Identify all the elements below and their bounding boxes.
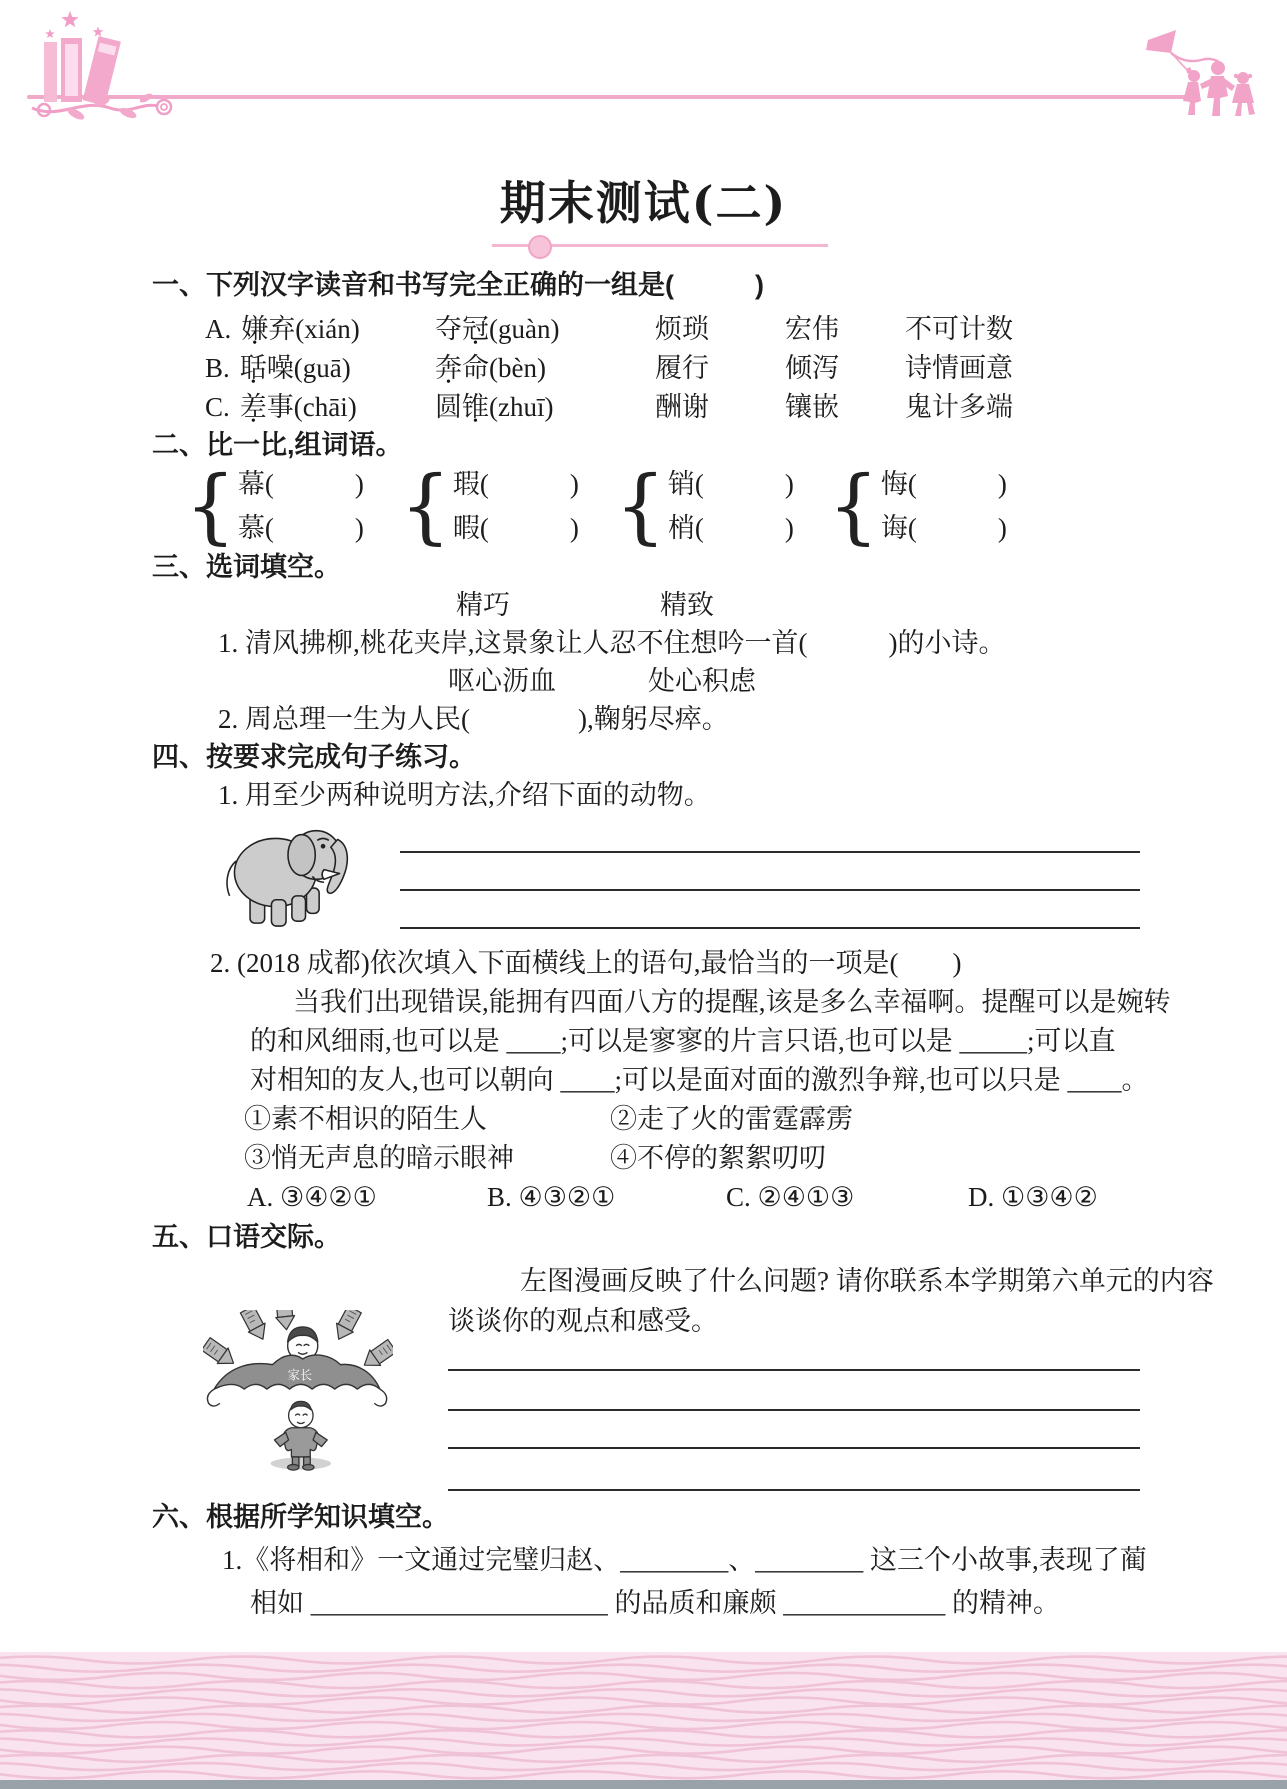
word-item: 镶嵌	[785, 392, 839, 422]
pair-bottom	[238, 506, 364, 550]
brace: {	[615, 458, 666, 553]
word-item	[435, 312, 559, 346]
option-label: B.	[205, 353, 230, 383]
option-label: C.	[205, 392, 230, 422]
section-6-heading: 六、根据所学知识填空。	[152, 1502, 449, 1532]
answer-blank: ( )	[479, 513, 579, 543]
ordering-option: ①素不相识的陌生人	[244, 1104, 487, 1134]
footer-strip	[0, 1780, 1287, 1789]
word-item	[205, 390, 357, 424]
word-bank-item: 处心积虑	[648, 666, 756, 696]
prompt-line-1: 左图漫画反映了什么问题? 请你联系本学期第六单元的内容	[520, 1266, 1214, 1296]
footer-wave-band	[0, 1652, 1287, 1780]
choice-item: D. ①③④②	[968, 1182, 1098, 1212]
pair-column	[881, 462, 1007, 550]
word-rest: 弃(xián)	[268, 314, 360, 344]
word-dotted-char: 锥	[462, 392, 489, 422]
answer-line	[448, 1489, 1140, 1491]
word-item: 诗情画意	[905, 353, 1013, 383]
word-item: 鬼计多端	[905, 392, 1013, 422]
ordering-option: ③悄无声息的暗示眼神	[244, 1143, 514, 1173]
page-title: 期末测试(二)	[499, 176, 788, 230]
brace: {	[400, 458, 451, 553]
pair-column	[668, 462, 794, 550]
word-dotted-char: 奔	[435, 353, 462, 383]
word-dotted-char: 差	[239, 392, 267, 422]
answer-line	[400, 889, 1140, 891]
section-3-heading: 三、选词填空。	[152, 552, 341, 582]
word-pair	[828, 458, 1007, 553]
section-5-heading: 五、口语交际。	[152, 1222, 341, 1252]
choice-item: A. ③④②①	[247, 1182, 377, 1212]
pair-char: 瑕	[452, 469, 480, 499]
books-decoration-icon	[30, 6, 180, 128]
pair-column	[238, 462, 364, 550]
answer-blank: ( )	[694, 469, 794, 499]
pair-column	[453, 462, 579, 550]
pair-char: 诲	[880, 513, 908, 543]
choice-item: C. ②④①③	[726, 1182, 855, 1212]
prompt-line-2: 谈谈你的观点和感受。	[448, 1306, 718, 1336]
word-dotted-char: 冠	[462, 314, 489, 344]
pair-char: 幕	[237, 469, 265, 499]
word-item	[205, 351, 351, 385]
ordering-option: ④不停的絮絮叨叨	[610, 1143, 826, 1173]
question-4-2: 2. (2018 成都)依次填入下面横线上的语句,最恰当的一项是( )	[210, 948, 962, 978]
passage-line-1: 当我们出现错误,能拥有四面八方的提醒,该是多么幸福啊。提醒可以是婉转	[293, 987, 1171, 1017]
option-label: A.	[205, 314, 232, 344]
section-1-heading	[152, 268, 764, 302]
word-pre: 圆	[435, 392, 462, 422]
answer-blank: ( )	[907, 513, 1007, 543]
question-6-1-line-1: 1.《将相和》一文通过完璧归赵、________、________ 这三个小故事,表现了蔺	[222, 1545, 1147, 1575]
word-bank-2	[0, 664, 1287, 704]
answer-line	[448, 1447, 1140, 1449]
word-rest: 命(bèn)	[462, 353, 546, 383]
cartoon-umbrella-label: 家长	[287, 1368, 313, 1383]
word-item	[435, 351, 546, 385]
question-3-2: 2. 周总理一生为人民( ),鞠躬尽瘁。	[218, 704, 729, 734]
pair-char: 悔	[880, 469, 908, 499]
word-dotted-char: 聒	[239, 353, 267, 383]
passage-line-3: 对相知的友人,也可以朝向 ____;可以是面对面的激烈争辩,也可以只是 ____。	[250, 1065, 1149, 1095]
kite-children-icon	[1140, 26, 1265, 118]
answer-blank: ( )	[907, 469, 1007, 499]
option-row-b	[0, 351, 1287, 391]
answer-line	[448, 1409, 1140, 1411]
word-item: 倾泻	[785, 353, 839, 383]
word-item: 不可计数	[905, 314, 1013, 344]
ordering-options-row-1	[0, 1102, 1287, 1142]
pair-char: 梢	[667, 513, 695, 543]
word-item: 履行	[655, 353, 709, 383]
pair-char: 暇	[452, 513, 480, 543]
word-pair-row	[0, 458, 1287, 558]
brace: {	[185, 458, 236, 553]
pair-bottom	[453, 506, 579, 550]
header-rule	[27, 95, 1187, 99]
section-4-heading: 四、按要求完成句子练习。	[152, 742, 476, 772]
section-1-heading-text: 一、下列汉字读音和书写完全正确的一组是	[152, 270, 665, 300]
answer-blank: ( )	[694, 513, 794, 543]
option-row-a	[0, 312, 1287, 352]
section-1-heading-blank: ( )	[665, 270, 764, 300]
pair-char: 销	[667, 469, 695, 499]
question-4-1: 1. 用至少两种说明方法,介绍下面的动物。	[218, 780, 711, 810]
multiple-choice-row	[0, 1180, 1287, 1220]
word-pre: 夺	[435, 314, 462, 344]
answer-blank: ( )	[264, 469, 364, 499]
brace: {	[828, 458, 879, 553]
answer-line	[400, 851, 1140, 853]
word-item: 宏伟	[785, 314, 839, 344]
pair-top	[668, 462, 794, 506]
ordering-options-row-2	[0, 1141, 1287, 1181]
word-rest: 事(chāi)	[266, 392, 357, 422]
word-bank-1	[0, 588, 1287, 628]
pair-top	[453, 462, 579, 506]
word-rest: 噪(guā)	[266, 353, 351, 383]
pair-top	[881, 462, 1007, 506]
elephant-illustration	[215, 812, 361, 934]
ordering-option: ②走了火的雷霆霹雳	[610, 1104, 853, 1134]
word-rest: (guàn)	[489, 314, 560, 344]
wave-pattern	[0, 1652, 1287, 1780]
word-bank-item: 精致	[660, 590, 714, 620]
choice-item: B. ④③②①	[487, 1182, 616, 1212]
word-dotted-char: 嫌	[241, 314, 269, 344]
pair-bottom	[881, 506, 1007, 550]
pair-bottom	[668, 506, 794, 550]
answer-blank: ( )	[264, 513, 364, 543]
pair-top	[238, 462, 364, 506]
word-pair	[615, 458, 794, 553]
pair-char: 慕	[237, 513, 265, 543]
word-pair	[400, 458, 579, 553]
word-bank-item: 精巧	[456, 590, 510, 620]
parent-child-cartoon	[203, 1310, 393, 1472]
answer-line	[400, 927, 1140, 929]
word-item	[205, 312, 360, 346]
word-item	[435, 390, 553, 424]
word-pair	[185, 458, 364, 553]
question-6-1-line-2: 相如 ______________________ 的品质和廉颇 ____________ 的精神。	[250, 1588, 1060, 1618]
title-dot	[528, 235, 552, 259]
answer-line	[448, 1369, 1140, 1371]
word-item: 烦琐	[655, 314, 709, 344]
word-rest: (zhuī)	[489, 392, 554, 422]
question-3-1: 1. 清风拂柳,桃花夹岸,这景象让人忍不住想吟一首( )的小诗。	[218, 628, 1006, 658]
answer-blank: ( )	[479, 469, 579, 499]
option-row-c	[0, 390, 1287, 430]
passage-line-2: 的和风细雨,也可以是 ____;可以是寥寥的片言只语,也可以是 _____;可以直	[250, 1026, 1116, 1056]
word-bank-item: 呕心沥血	[448, 666, 556, 696]
word-item: 酬谢	[655, 392, 709, 422]
section-2-heading: 二、比一比,组词语。	[152, 430, 403, 460]
